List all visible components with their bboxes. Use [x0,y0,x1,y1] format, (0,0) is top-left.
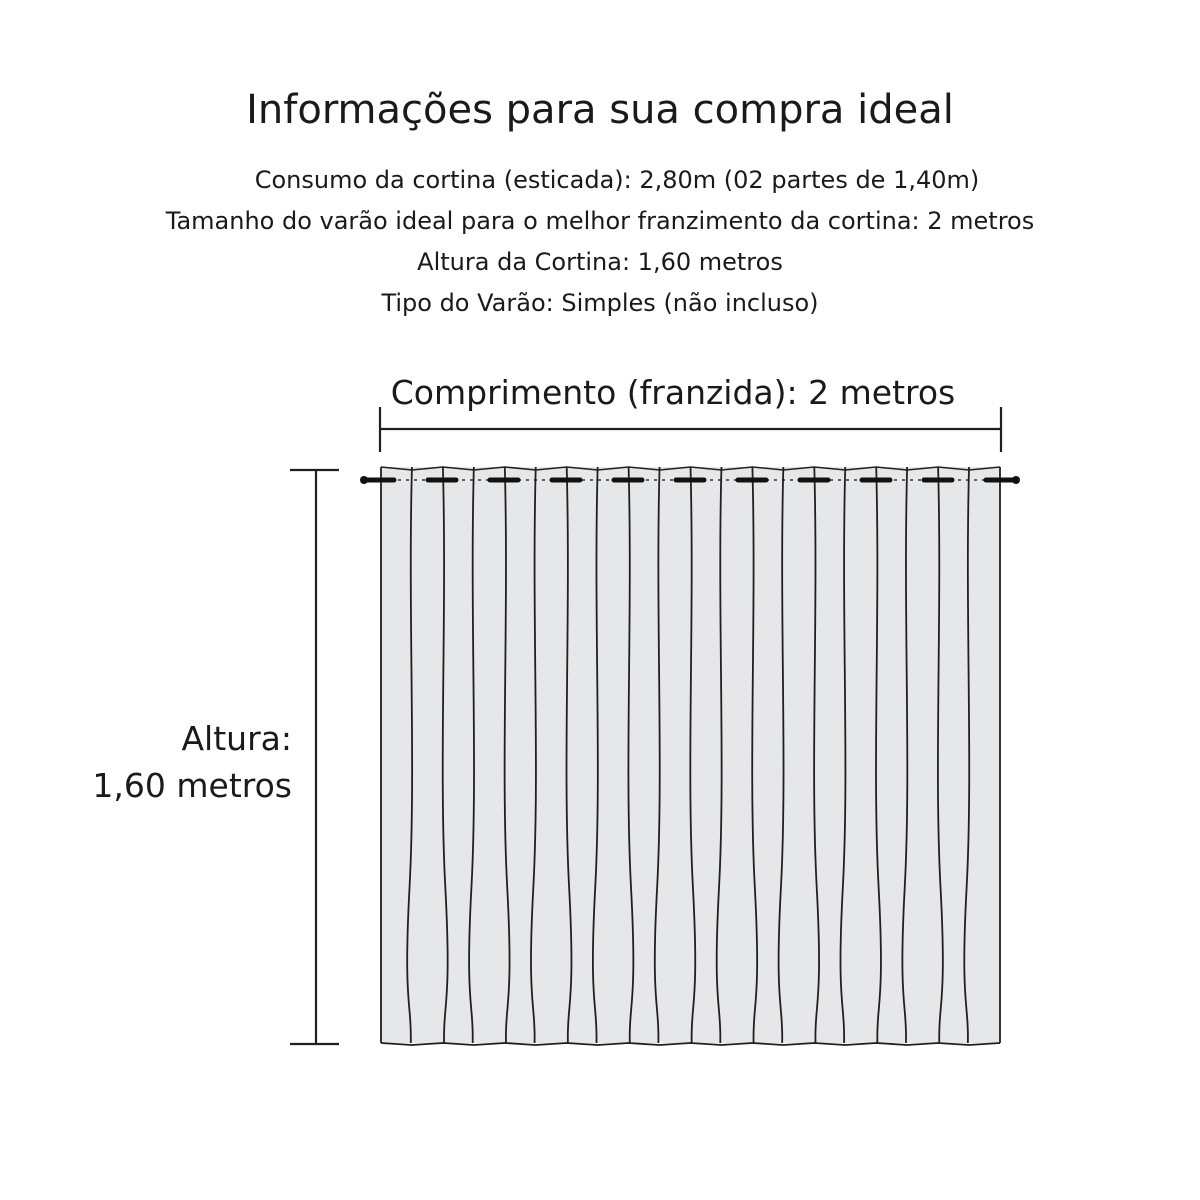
info-ideal-rod-size: Tamanho do varão ideal para o melhor franzimento da cortina: 2 metros [165,207,1035,235]
rod-end-cap-left [360,476,368,484]
curtain-panels [381,467,1000,1045]
info-fabric-consumption: Consumo da cortina (esticada): 2,80m (02 partes de 1,40m) [254,166,980,194]
info-rod-type: Tipo do Varão: Simples (não incluso) [381,289,819,317]
purchase-info [0,160,1200,324]
height-label [60,715,292,809]
height-label-title: Altura: [181,719,292,758]
page-title: Informações para sua compra ideal [246,87,954,133]
info-curtain-height: Altura da Cortina: 1,60 metros [417,248,783,276]
height-dimension [290,470,339,1044]
rod-end-cap-right [1012,476,1020,484]
curtain-hem [381,1043,1000,1045]
height-label-value: 1,60 metros [92,766,292,805]
width-label: Comprimento (franzida): 2 metros [390,373,956,412]
